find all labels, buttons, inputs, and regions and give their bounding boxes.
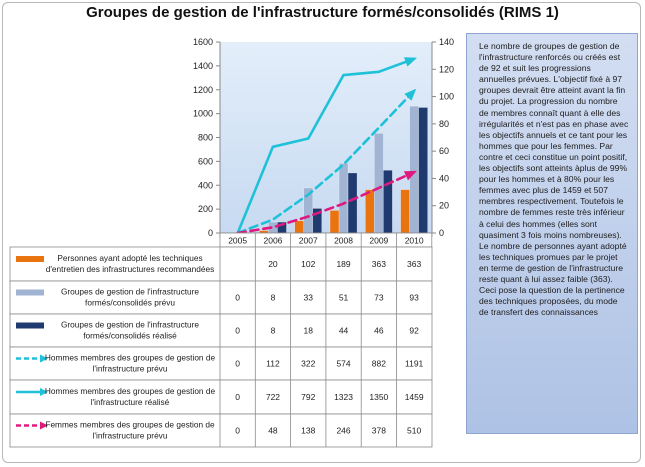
y-right-tick-label: 140 [439, 37, 455, 47]
bar [295, 221, 304, 233]
x-tick-label: 2007 [298, 235, 318, 246]
x-tick-label: 2008 [334, 235, 354, 246]
table-cell: 112 [266, 358, 280, 369]
y-left-tick-label: 1000 [192, 108, 213, 119]
table-cell: 44 [338, 325, 349, 336]
commentary-text: Le nombre de groupes de gestion de l'infrastructure renforcés ou créés est de 92 et suit les progressions annuelles prévues. L'objectif fixé à 97 groupes devrait être atteint avant la fin du projet. La progression du nombre de membres connaît quant à elle des irrégularités et n'est pas en phase avec les objectifs annuels et ce tant pour les hommes que pour les femmes. Par contre et ceci constitue un point positif, les objectifs sont atteints àplus de 99% pour les hommes et à 80% pour les femmes avec plus de 1459 et 507 membres respectivement. Toutefois le nombre de femmes reste très inférieur à celui des hommes (elles sont quasiment 3 fois moins nombreuses). Le nombre de personnes ayant adopté les techniques promues par le projet en terme de gestion de l'infrastructure reste quant à lui assez faible (363). Ceci pose la question de la pertinence des techniques proposées, du mode de transfert des connaissances [466, 33, 638, 434]
table-cell: 722 [265, 392, 281, 402]
table-cell: 0 [235, 325, 241, 336]
y-left-tick-label: 1400 [192, 60, 213, 71]
bar [419, 107, 428, 233]
table-cell: 510 [407, 425, 422, 436]
legend-label: Personnes ayant adopté les techniques d'entretien des infrastructures recommandées [45, 253, 215, 274]
x-tick-label: 2010 [404, 235, 424, 246]
table-cell: 93 [409, 292, 419, 303]
bar [330, 210, 339, 233]
table-cell: 882 [371, 358, 386, 369]
table-cell: 8 [270, 292, 276, 303]
legend-label: Groupes de gestion de l'infrastructure formés/consolidés réalisé [60, 319, 200, 341]
bar [401, 190, 410, 233]
table-cell: 46 [374, 325, 384, 336]
bar [374, 133, 383, 233]
y-left-tick-label: 1200 [192, 84, 213, 95]
x-tick-label: 2005 [228, 235, 248, 246]
table-cell: 33 [303, 292, 313, 303]
legend-label: Groupes de gestion de l'infrastructure formés/consolidés prévu [60, 286, 200, 308]
bar [365, 190, 374, 233]
table-cell: 574 [336, 358, 351, 369]
table-cell: 322 [301, 358, 316, 369]
bar [410, 106, 419, 233]
y-left-tick-label: 400 [197, 180, 213, 191]
y-right-tick-label: 0 [439, 228, 445, 238]
table-cell: 0 [235, 292, 241, 303]
y-right-tick-label: 80 [439, 118, 450, 129]
plot-area [220, 42, 432, 233]
y-left-tick-label: 0 [207, 228, 213, 238]
bar [383, 170, 392, 233]
table-cell: 0 [235, 392, 241, 402]
legend-label: Hommes membres des groupes de gestion de l'infrastructure réalisé [44, 386, 216, 407]
table-cell: 378 [371, 425, 386, 436]
y-right-tick-label: 60 [439, 146, 450, 157]
y-left-tick-label: 200 [197, 204, 213, 215]
bar [339, 163, 348, 233]
legend-swatch [16, 323, 44, 329]
table-cell: 363 [407, 259, 422, 269]
data-table [10, 233, 432, 447]
table-cell: 792 [301, 392, 316, 402]
table-cell: 363 [371, 259, 386, 269]
x-tick-label: 2009 [369, 235, 389, 246]
table-cell: 73 [374, 292, 384, 303]
table-cell: 0 [235, 425, 241, 436]
table-cell: 0 [235, 358, 241, 369]
table-cell: 246 [336, 425, 351, 436]
table-cell: 102 [301, 259, 316, 269]
legend-label: Femmes membres des groupes de gestion de l'infrastructure prévu [45, 419, 215, 441]
chart-title: Groupes de gestion de l'infrastructure formés/consolidés (RIMS 1) [86, 4, 559, 21]
bar [348, 173, 357, 233]
y-right-tick-label: 100 [439, 91, 455, 102]
table-cell: 51 [338, 292, 349, 303]
table-cell: 18 [303, 325, 313, 336]
plot-background [220, 42, 432, 233]
legend-label: Hommes membres des groupes de gestion de l'infrastructure prévu [44, 352, 216, 374]
table-cell: 1350 [369, 392, 389, 402]
y-right-tick-label: 120 [439, 64, 455, 75]
table-cell: 92 [409, 325, 419, 336]
table-cell: 189 [336, 259, 351, 269]
legend-swatch [16, 256, 44, 262]
x-tick-label: 2006 [263, 235, 283, 246]
y-left-tick-label: 1600 [192, 37, 213, 47]
legend-swatch [16, 290, 44, 296]
table-cell: 1191 [405, 358, 424, 369]
y-right-tick-label: 20 [439, 200, 450, 211]
table-cell: 1323 [334, 392, 354, 402]
table-cell: 20 [268, 259, 278, 269]
table-cell: 8 [270, 325, 276, 336]
y-left-tick-label: 600 [197, 156, 213, 167]
y-left-tick-label: 800 [197, 132, 213, 143]
y-right-tick-label: 40 [439, 173, 450, 184]
table-cell: 48 [268, 425, 278, 436]
table-cell: 138 [301, 425, 316, 436]
table-cell: 1459 [404, 392, 424, 402]
